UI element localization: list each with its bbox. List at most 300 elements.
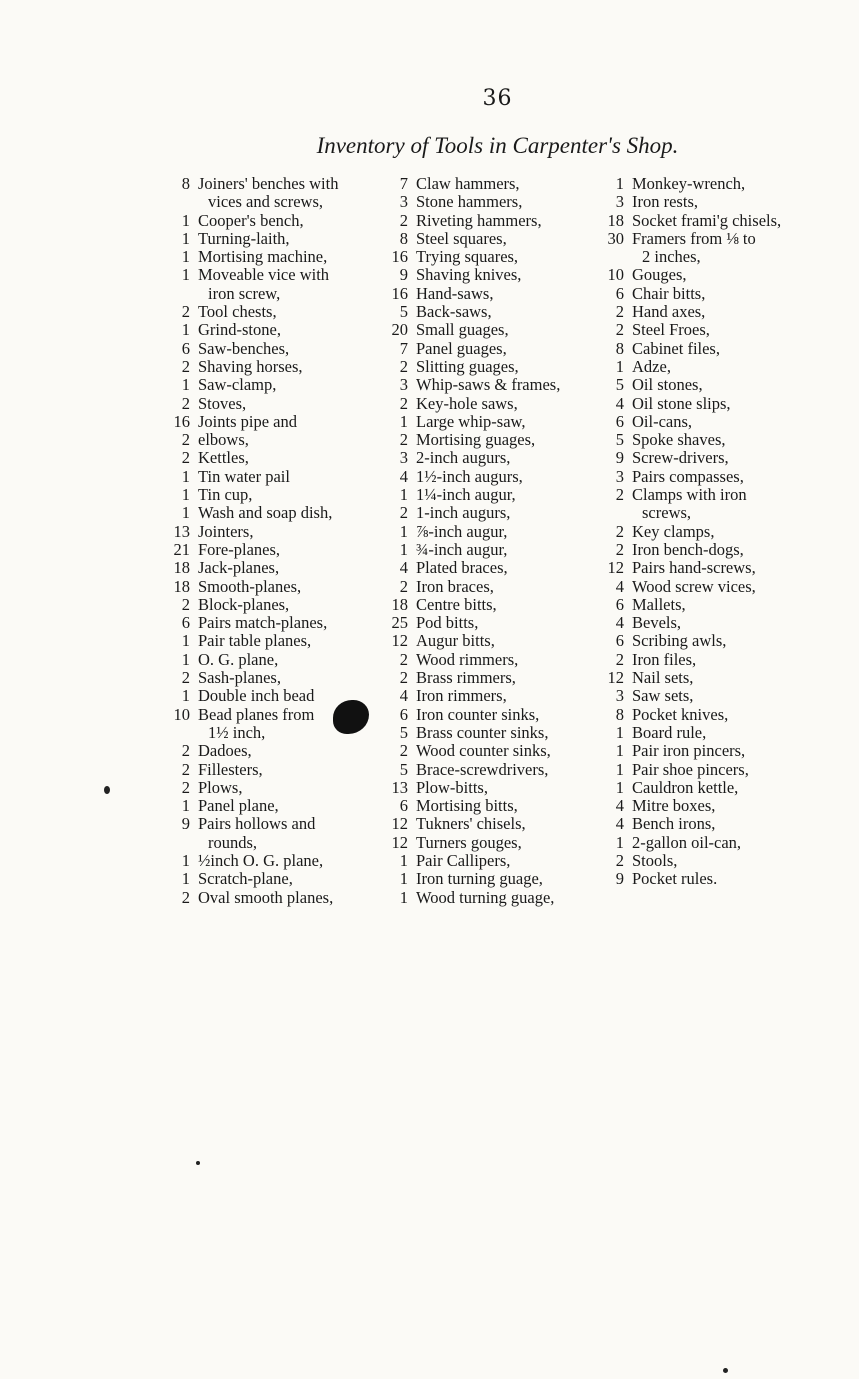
item-quantity: 1 xyxy=(615,722,624,742)
item-name: Cabinet files, xyxy=(632,338,720,358)
item-quantity: 4 xyxy=(615,613,624,633)
item-quantity: 2 xyxy=(181,594,190,614)
item-quantity: 3 xyxy=(615,466,624,486)
inventory-row xyxy=(596,193,806,211)
inventory-row xyxy=(380,779,595,797)
item-quantity: 2 xyxy=(399,649,408,669)
item-quantity: 1 xyxy=(181,320,190,340)
inventory-row xyxy=(160,834,385,852)
item-name: Trying squares, xyxy=(416,247,519,267)
inventory-row xyxy=(380,724,595,742)
item-quantity: 13 xyxy=(391,777,408,797)
item-name: Fillesters, xyxy=(198,759,263,779)
item-quantity: 3 xyxy=(399,448,408,468)
inventory-row xyxy=(596,632,806,650)
item-quantity: 2 xyxy=(399,741,408,761)
ink-speck xyxy=(723,1368,728,1373)
item-name: Pod bitts, xyxy=(416,613,479,633)
item-quantity: 1 xyxy=(615,759,624,779)
item-name: Kettles, xyxy=(198,448,249,468)
item-quantity: 2 xyxy=(399,356,408,376)
item-quantity: 1 xyxy=(181,375,190,395)
item-name: Spoke shaves, xyxy=(632,430,726,450)
item-name: Turners gouges, xyxy=(416,832,522,852)
item-quantity: 1 xyxy=(181,228,190,248)
item-quantity: 4 xyxy=(615,814,624,834)
inventory-row xyxy=(380,358,595,376)
item-quantity: 6 xyxy=(615,631,624,651)
inventory-row xyxy=(596,303,806,321)
inventory-row xyxy=(160,815,385,833)
item-name: Wash and soap dish, xyxy=(198,503,333,523)
inventory-row xyxy=(596,431,806,449)
item-quantity xyxy=(160,834,190,852)
item-quantity: 10 xyxy=(173,704,190,724)
item-quantity: 2 xyxy=(181,741,190,761)
inventory-row xyxy=(160,340,385,358)
item-quantity: 12 xyxy=(391,814,408,834)
inventory-row xyxy=(160,230,385,248)
item-quantity: 4 xyxy=(615,393,624,413)
item-name: Oil stone slips, xyxy=(632,393,731,413)
item-name: Turning-laith, xyxy=(198,228,290,248)
item-quantity: 7 xyxy=(399,338,408,358)
inventory-row xyxy=(160,523,385,541)
item-quantity xyxy=(160,285,190,303)
inventory-row xyxy=(380,230,595,248)
item-name: Wood rimmers, xyxy=(416,649,519,669)
item-quantity: 8 xyxy=(615,704,624,724)
item-name: ½inch O. G. plane, xyxy=(198,850,324,870)
inventory-row xyxy=(160,395,385,413)
item-name: Pair iron pincers, xyxy=(632,741,746,761)
item-name: Pair Callipers, xyxy=(416,850,511,870)
inventory-row xyxy=(160,559,385,577)
item-name: Hand-saws, xyxy=(416,283,494,303)
item-name: ⅞-inch augur, xyxy=(416,521,508,541)
item-quantity: 1 xyxy=(615,832,624,852)
item-name: Chair bitts, xyxy=(632,283,706,303)
item-name: Pairs hand-screws, xyxy=(632,558,756,578)
inventory-row xyxy=(380,303,595,321)
inventory-row xyxy=(380,431,595,449)
item-quantity: 16 xyxy=(391,283,408,303)
item-quantity: 4 xyxy=(399,686,408,706)
item-quantity: 1 xyxy=(181,503,190,523)
item-name: Dadoes, xyxy=(198,741,252,761)
item-quantity: 2 xyxy=(399,503,408,523)
item-quantity: 21 xyxy=(173,539,190,559)
item-name: Saw-clamp, xyxy=(198,375,277,395)
inventory-row xyxy=(380,523,595,541)
item-name: Moveable vice with xyxy=(198,265,330,285)
item-name: Joints pipe and xyxy=(198,411,297,431)
item-quantity: 1 xyxy=(181,869,190,889)
inventory-row xyxy=(380,669,595,687)
item-quantity: 2 xyxy=(615,850,624,870)
item-quantity: 4 xyxy=(615,796,624,816)
item-quantity: 1 xyxy=(181,796,190,816)
item-quantity: 1 xyxy=(615,356,624,376)
ink-speck xyxy=(104,786,110,794)
item-name: Brass counter sinks, xyxy=(416,722,549,742)
item-name: Smooth-planes, xyxy=(198,576,302,596)
inventory-row xyxy=(596,761,806,779)
item-quantity: 9 xyxy=(181,814,190,834)
item-name: Key clamps, xyxy=(632,521,715,541)
inventory-row xyxy=(160,614,385,632)
item-name: Pairs compasses, xyxy=(632,466,744,486)
item-name: Fore-planes, xyxy=(198,539,281,559)
item-quantity: 2 xyxy=(181,430,190,450)
item-quantity: 1 xyxy=(399,411,408,431)
item-name: Large whip-saw, xyxy=(416,411,526,431)
item-name: Scribing awls, xyxy=(632,631,727,651)
item-name: Plows, xyxy=(198,777,243,797)
item-quantity: 1 xyxy=(615,777,624,797)
item-quantity: 9 xyxy=(615,869,624,889)
item-quantity: 6 xyxy=(181,338,190,358)
item-quantity: 8 xyxy=(615,338,624,358)
item-name: Key-hole saws, xyxy=(416,393,518,413)
item-name: Iron braces, xyxy=(416,576,494,596)
item-name: Pocket knives, xyxy=(632,704,729,724)
inventory-row xyxy=(380,449,595,467)
item-quantity: 2 xyxy=(399,668,408,688)
item-name: Back-saws, xyxy=(416,302,492,322)
item-quantity: 3 xyxy=(615,686,624,706)
item-name: screws, xyxy=(642,503,692,523)
item-name: 1¼-inch augur, xyxy=(416,485,516,505)
item-name: Socket frami'g chisels, xyxy=(632,210,782,230)
item-name: Saw-benches, xyxy=(198,338,290,358)
item-name: Slitting guages, xyxy=(416,356,519,376)
item-quantity: 2 xyxy=(181,887,190,907)
item-quantity xyxy=(160,724,190,742)
item-quantity: 2 xyxy=(615,649,624,669)
inventory-column-3 xyxy=(596,175,806,889)
inventory-row xyxy=(160,303,385,321)
item-quantity: 2 xyxy=(399,576,408,596)
item-quantity: 9 xyxy=(615,448,624,468)
inventory-row xyxy=(160,669,385,687)
item-quantity: 2 xyxy=(615,320,624,340)
inventory-row xyxy=(380,285,595,303)
item-quantity: 3 xyxy=(399,192,408,212)
inventory-row xyxy=(380,651,595,669)
inventory-column-1 xyxy=(160,175,385,907)
item-quantity: 1 xyxy=(399,521,408,541)
item-quantity: 6 xyxy=(399,796,408,816)
item-name: rounds, xyxy=(208,832,258,852)
item-quantity: 9 xyxy=(399,265,408,285)
inventory-row xyxy=(380,541,595,559)
item-quantity: 1 xyxy=(615,741,624,761)
inventory-row xyxy=(596,834,806,852)
inventory-row xyxy=(380,578,595,596)
item-name: Mortising guages, xyxy=(416,430,536,450)
item-quantity: 2 xyxy=(181,302,190,322)
item-name: ¾-inch augur, xyxy=(416,539,508,559)
item-quantity: 5 xyxy=(399,759,408,779)
inventory-row xyxy=(380,486,595,504)
item-name: Pair table planes, xyxy=(198,631,312,651)
item-name: Stoves, xyxy=(198,393,247,413)
item-quantity: 2 xyxy=(181,759,190,779)
item-name: Monkey-wrench, xyxy=(632,174,746,193)
item-quantity: 2 xyxy=(399,430,408,450)
item-name: 2-inch augurs, xyxy=(416,448,511,468)
item-name: Plated braces, xyxy=(416,558,508,578)
item-name: Shaving knives, xyxy=(416,265,522,285)
item-name: Iron files, xyxy=(632,649,697,669)
inventory-row xyxy=(160,468,385,486)
inventory-row xyxy=(596,285,806,303)
item-name: Mortising bitts, xyxy=(416,796,518,816)
item-quantity xyxy=(596,248,624,266)
item-quantity: 6 xyxy=(615,283,624,303)
inventory-row xyxy=(380,504,595,522)
item-quantity: 8 xyxy=(181,174,190,193)
inventory-row xyxy=(380,413,595,431)
item-quantity: 1 xyxy=(615,174,624,193)
item-name: Tin water pail xyxy=(198,466,290,486)
item-quantity: 20 xyxy=(391,320,408,340)
item-quantity: 2 xyxy=(615,302,624,322)
inventory-row xyxy=(596,852,806,870)
item-name: Nail sets, xyxy=(632,668,694,688)
item-quantity: 1 xyxy=(181,649,190,669)
inventory-row xyxy=(160,175,385,193)
item-quantity: 16 xyxy=(173,411,190,431)
item-quantity: 2 xyxy=(615,539,624,559)
inventory-row xyxy=(380,761,595,779)
item-quantity: 18 xyxy=(391,594,408,614)
item-quantity: 30 xyxy=(607,228,624,248)
item-quantity: 16 xyxy=(391,247,408,267)
item-quantity: 3 xyxy=(615,192,624,212)
item-quantity: 2 xyxy=(181,393,190,413)
inventory-row xyxy=(596,706,806,724)
inventory-row xyxy=(380,340,595,358)
item-name: O. G. plane, xyxy=(198,649,279,669)
inventory-row xyxy=(160,578,385,596)
item-name: Cauldron kettle, xyxy=(632,777,739,797)
item-name: Claw hammers, xyxy=(416,174,520,193)
item-name: 1½-inch augurs, xyxy=(416,466,523,486)
inventory-row xyxy=(160,797,385,815)
inventory-row xyxy=(596,614,806,632)
inventory-row xyxy=(596,358,806,376)
inventory-row xyxy=(596,321,806,339)
inventory-row xyxy=(160,761,385,779)
item-quantity: 4 xyxy=(399,558,408,578)
item-quantity: 2 xyxy=(181,668,190,688)
inventory-row xyxy=(380,321,595,339)
inventory-row xyxy=(160,248,385,266)
inventory-row xyxy=(160,889,385,907)
item-quantity: 12 xyxy=(391,832,408,852)
item-quantity: 12 xyxy=(607,558,624,578)
item-name: Shaving horses, xyxy=(198,356,303,376)
inventory-row xyxy=(380,266,595,284)
item-quantity: 1 xyxy=(181,631,190,651)
item-quantity: 13 xyxy=(173,521,190,541)
item-quantity: 25 xyxy=(391,613,408,633)
inventory-row xyxy=(160,596,385,614)
inventory-row xyxy=(160,742,385,760)
item-name: Cooper's bench, xyxy=(198,210,304,230)
inventory-row xyxy=(380,742,595,760)
inventory-row xyxy=(596,266,806,284)
item-quantity: 6 xyxy=(399,704,408,724)
inventory-row xyxy=(380,175,595,193)
inventory-row xyxy=(380,559,595,577)
item-quantity: 2 xyxy=(181,448,190,468)
inventory-row xyxy=(160,413,385,431)
item-name: Iron rimmers, xyxy=(416,686,507,706)
inventory-row xyxy=(596,468,806,486)
item-quantity: 7 xyxy=(399,174,408,193)
inventory-row xyxy=(380,687,595,705)
inventory-row xyxy=(160,193,385,211)
item-quantity: 3 xyxy=(399,375,408,395)
item-name: Joiners' benches with xyxy=(198,174,339,193)
inventory-row xyxy=(380,212,595,230)
item-name: Pair shoe pincers, xyxy=(632,759,749,779)
inventory-row xyxy=(596,248,806,266)
item-name: Mallets, xyxy=(632,594,686,614)
inventory-row xyxy=(160,266,385,284)
inventory-column-2 xyxy=(380,175,595,907)
item-name: Augur bitts, xyxy=(416,631,495,651)
item-name: Panel plane, xyxy=(198,796,279,816)
inventory-row xyxy=(596,559,806,577)
item-name: iron screw, xyxy=(208,283,281,303)
inventory-row xyxy=(596,742,806,760)
item-quantity: 1 xyxy=(399,887,408,907)
inventory-row xyxy=(160,449,385,467)
inventory-row xyxy=(596,413,806,431)
inventory-row xyxy=(596,376,806,394)
inventory-row xyxy=(380,632,595,650)
item-name: Oil-cans, xyxy=(632,411,693,431)
item-name: Sash-planes, xyxy=(198,668,281,688)
item-name: Iron counter sinks, xyxy=(416,704,540,724)
item-name: Riveting hammers, xyxy=(416,210,542,230)
inventory-row xyxy=(380,870,595,888)
inventory-row xyxy=(160,212,385,230)
item-quantity: 4 xyxy=(615,576,624,596)
inventory-row xyxy=(160,431,385,449)
inventory-row xyxy=(596,340,806,358)
page-number: 36 xyxy=(482,86,513,111)
item-quantity: 1 xyxy=(399,869,408,889)
item-name: 1-inch augurs, xyxy=(416,503,511,523)
item-name: elbows, xyxy=(198,430,249,450)
inventory-row xyxy=(160,870,385,888)
item-quantity: 1 xyxy=(181,850,190,870)
item-name: Tin cup, xyxy=(198,485,253,505)
item-name: Stools, xyxy=(632,850,678,870)
item-quantity: 10 xyxy=(607,265,624,285)
item-quantity: 1 xyxy=(181,686,190,706)
inventory-row xyxy=(380,395,595,413)
inventory-row xyxy=(160,504,385,522)
item-name: Block-planes, xyxy=(198,594,290,614)
inventory-row xyxy=(160,486,385,504)
item-name: Bench irons, xyxy=(632,814,716,834)
item-name: 2-gallon oil-can, xyxy=(632,832,742,852)
item-quantity: 6 xyxy=(181,613,190,633)
item-name: Iron bench-dogs, xyxy=(632,539,744,559)
item-name: Plow-bitts, xyxy=(416,777,488,797)
item-name: Small guages, xyxy=(416,320,509,340)
item-quantity: 12 xyxy=(607,668,624,688)
inventory-row xyxy=(160,321,385,339)
item-quantity: 2 xyxy=(181,356,190,376)
item-quantity: 18 xyxy=(607,210,624,230)
inventory-row xyxy=(596,395,806,413)
inventory-row xyxy=(596,870,806,888)
inventory-row xyxy=(380,193,595,211)
item-name: Pairs hollows and xyxy=(198,814,316,834)
item-quantity: 1 xyxy=(181,265,190,285)
inventory-row xyxy=(380,815,595,833)
item-quantity: 6 xyxy=(615,411,624,431)
inventory-row xyxy=(160,358,385,376)
inventory-row xyxy=(596,687,806,705)
inventory-row xyxy=(160,651,385,669)
inventory-row xyxy=(160,852,385,870)
item-name: Mitre boxes, xyxy=(632,796,716,816)
item-name: Pocket rules. xyxy=(632,869,718,889)
inventory-row xyxy=(596,175,806,193)
item-quantity: 1 xyxy=(399,485,408,505)
item-name: Centre bitts, xyxy=(416,594,497,614)
inventory-row xyxy=(160,779,385,797)
inventory-row xyxy=(596,596,806,614)
inventory-row xyxy=(380,468,595,486)
item-name: Pairs match-planes, xyxy=(198,613,328,633)
item-name: Adze, xyxy=(632,356,671,376)
inventory-row xyxy=(380,248,595,266)
item-name: Brass rimmers, xyxy=(416,668,516,688)
item-name: Iron rests, xyxy=(632,192,698,212)
inventory-row xyxy=(380,706,595,724)
inventory-row xyxy=(596,212,806,230)
item-name: Stone hammers, xyxy=(416,192,523,212)
item-name: Steel squares, xyxy=(416,228,507,248)
inventory-row xyxy=(596,230,806,248)
item-name: Iron turning guage, xyxy=(416,869,543,889)
item-quantity: 2 xyxy=(615,521,624,541)
item-quantity: 1 xyxy=(399,850,408,870)
inventory-row xyxy=(596,504,806,522)
item-quantity: 2 xyxy=(399,393,408,413)
item-quantity xyxy=(160,193,190,211)
item-quantity: 5 xyxy=(399,722,408,742)
inventory-row xyxy=(596,541,806,559)
item-name: Grind-stone, xyxy=(198,320,281,340)
item-name: Screw-drivers, xyxy=(632,448,729,468)
inventory-row xyxy=(380,852,595,870)
inventory-row xyxy=(380,596,595,614)
inventory-row xyxy=(160,541,385,559)
item-quantity: 12 xyxy=(391,631,408,651)
item-name: Gouges, xyxy=(632,265,687,285)
item-quantity: 1 xyxy=(399,539,408,559)
